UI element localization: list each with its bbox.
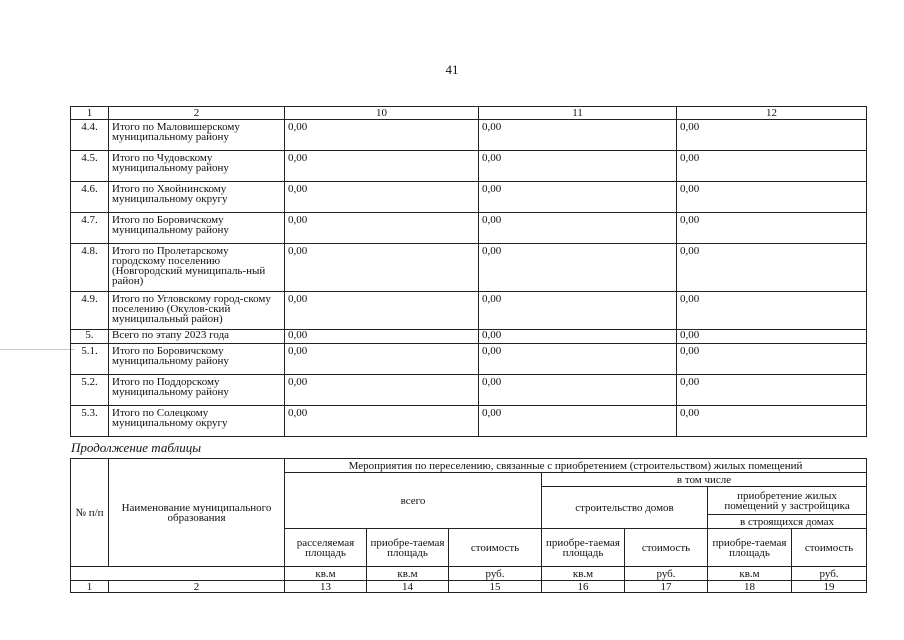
unit-cell: кв.м [708,567,792,581]
value-col-10: 0,00 [285,344,479,375]
column-number: 14 [367,581,449,593]
value-col-11: 0,00 [479,244,677,292]
unit-cell: кв.м [542,567,625,581]
municipality-name: Итого по Боровичскому муниципальному району [109,213,285,244]
table-row [71,244,867,292]
row-number: 5.1. [71,344,109,375]
acquired-area-header: приобре-таемая площадь [542,529,625,567]
value-col-11: 0,00 [479,344,677,375]
units-spacer [71,567,285,581]
table-row [71,120,867,151]
column-number: 17 [625,581,708,593]
value-col-12: 0,00 [677,330,867,344]
header-cell: 12 [677,107,867,120]
column-number: 16 [542,581,625,593]
table-row [71,213,867,244]
row-number: 5. [71,330,109,344]
table-row [71,406,867,437]
municipality-name: Итого по Поддорскому муниципальному району [109,375,285,406]
unit-cell: руб. [625,567,708,581]
table-row [71,151,867,182]
table-row [71,375,867,406]
units-row [71,567,867,581]
municipality-name: Итого по Чудовскому муниципальному району [109,151,285,182]
value-col-10: 0,00 [285,375,479,406]
unit-cell: кв.м [285,567,367,581]
value-col-11: 0,00 [479,375,677,406]
value-col-10: 0,00 [285,151,479,182]
row-number-header: № п/п [71,459,109,567]
value-col-12: 0,00 [677,120,867,151]
municipality-name: Итого по Пролетарскому городскому поселению (Новгородский муниципаль-ный район) [109,244,285,292]
value-col-10: 0,00 [285,213,479,244]
column-number: 1 [71,581,109,593]
municipality-name: Всего по этапу 2023 года [109,330,285,344]
row-number: 4.5. [71,151,109,182]
value-col-10: 0,00 [285,330,479,344]
scan-artifact-line [0,349,75,350]
value-col-10: 0,00 [285,406,479,437]
column-number: 19 [792,581,867,593]
header-row-1 [71,459,867,473]
row-number: 4.8. [71,244,109,292]
value-col-11: 0,00 [479,120,677,151]
table-row [71,344,867,375]
value-col-12: 0,00 [677,375,867,406]
cost-header: стоимость [792,529,867,567]
including-header: в том числе [542,473,867,487]
value-col-11: 0,00 [479,213,677,244]
relocated-area-header: расселяемая площадь [285,529,367,567]
column-number: 18 [708,581,792,593]
cost-header: стоимость [625,529,708,567]
column-number: 2 [109,581,285,593]
value-col-11: 0,00 [479,151,677,182]
value-col-11: 0,00 [479,406,677,437]
municipality-name: Итого по Боровичскому муниципальному району [109,344,285,375]
row-number: 4.9. [71,292,109,330]
acquisition-header: приобретение жилых помещений у застройщика [708,487,867,515]
continuation-label: Продолжение таблицы [71,440,202,455]
header-cell: 10 [285,107,479,120]
construction-header: строительство домов [542,487,708,529]
continuation-table [70,458,867,593]
value-col-11: 0,00 [479,292,677,330]
value-col-10: 0,00 [285,182,479,213]
value-col-12: 0,00 [677,406,867,437]
value-col-10: 0,00 [285,120,479,151]
value-col-10: 0,00 [285,292,479,330]
value-col-11: 0,00 [479,182,677,213]
value-col-12: 0,00 [677,182,867,213]
row-number: 4.6. [71,182,109,213]
table-row [71,292,867,330]
header-cell: 11 [479,107,677,120]
municipality-name-header: Наименование муниципального образования [109,459,285,567]
page-number: 41 [445,62,459,77]
acquired-area-header: приобре-таемая площадь [367,529,449,567]
municipality-name: Итого по Солецкому муниципальному округу [109,406,285,437]
unit-cell: кв.м [367,567,449,581]
value-col-12: 0,00 [677,244,867,292]
column-number: 15 [449,581,542,593]
header-cell: 2 [109,107,285,120]
municipality-name: Итого по Хвойнинскому муниципальному округу [109,182,285,213]
row-number: 4.4. [71,120,109,151]
in-construction-header: в строящихся домах [708,515,867,529]
row-number: 5.2. [71,375,109,406]
row-number: 5.3. [71,406,109,437]
value-col-12: 0,00 [677,344,867,375]
value-col-12: 0,00 [677,292,867,330]
header-cell: 1 [71,107,109,120]
row-number: 4.7. [71,213,109,244]
value-col-10: 0,00 [285,244,479,292]
unit-cell: руб. [449,567,542,581]
table-header-row [71,107,867,120]
table-row-total [71,330,867,344]
table-row [71,182,867,213]
measures-group-header: Мероприятия по переселению, связанные с приобретением (строительством) жилых помещений [285,459,867,473]
municipality-name: Итого по Угловскому город-скому поселению (Окулов-ский муниципальный район) [109,292,285,330]
column-number-row [71,581,867,593]
acquired-area-header: приобре-таемая площадь [708,529,792,567]
column-number: 13 [285,581,367,593]
value-col-12: 0,00 [677,213,867,244]
value-col-11: 0,00 [479,330,677,344]
unit-cell: руб. [792,567,867,581]
total-header: всего [285,473,542,529]
cost-header: стоимость [449,529,542,567]
results-table [70,106,867,437]
value-col-12: 0,00 [677,151,867,182]
municipality-name: Итого по Маловишерскому муниципальному району [109,120,285,151]
